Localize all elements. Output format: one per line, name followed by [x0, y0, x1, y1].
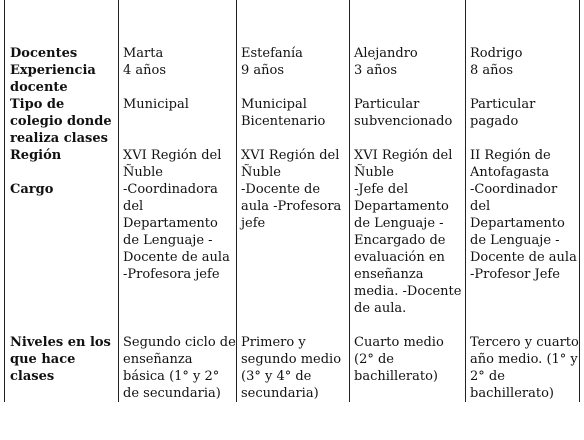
- cell-experiencia-marta: 4 años: [119, 62, 237, 96]
- teacher-profile-table-container: [4, 0, 580, 440]
- teacher-profile-table: [4, 0, 580, 402]
- cell-cargo-rodrigo: -Coordinador del Departamento de Lenguaje -Docente de aula -Profesor Jefe: [466, 181, 580, 317]
- table-row-niveles: [5, 317, 580, 402]
- cell-region-estefania: XVI Región del Ñuble: [237, 147, 350, 181]
- row-header-niveles: Niveles en los que hace clases: [5, 317, 119, 402]
- row-header-experiencia: Experiencia docente: [5, 62, 119, 96]
- cell-cargo-estefania: -Docente de aula -Profesora jefe: [237, 181, 350, 317]
- row-header-region: Región: [5, 147, 119, 181]
- table-row-cargo: [5, 181, 580, 317]
- cell-region-alejandro: XVI Región del Ñuble: [350, 147, 466, 181]
- cell-region-rodrigo: II Región de Antofagasta: [466, 147, 580, 181]
- cell-niveles-estefania: Primero y segundo medio (3° y 4° de secundaria): [237, 317, 350, 402]
- cell-cargo-marta: -Coordinadora del Departamento de Lenguaje -Docente de aula -Profesora jefe: [119, 181, 237, 317]
- cell-cargo-alejandro: -Jefe del Departamento de Lenguaje -Encargado de evaluación en enseñanza media. -Docente de aula.: [350, 181, 466, 317]
- cell-experiencia-estefania: 9 años: [237, 62, 350, 96]
- cell-docente-alejandro: Alejandro: [350, 0, 466, 62]
- cell-docente-estefania: Estefanía: [237, 0, 350, 62]
- cell-colegio-alejandro: Particular subvencionado: [350, 96, 466, 147]
- cell-docente-rodrigo: Rodrigo: [466, 0, 580, 62]
- row-header-docentes: Docentes: [5, 0, 119, 62]
- cell-colegio-marta: Municipal: [119, 96, 237, 147]
- table-row-experiencia: [5, 62, 580, 96]
- table-row-region: [5, 147, 580, 181]
- cell-experiencia-alejandro: 3 años: [350, 62, 466, 96]
- cell-docente-marta: Marta: [119, 0, 237, 62]
- cell-niveles-alejandro: Cuarto medio (2° de bachillerato): [350, 317, 466, 402]
- cell-experiencia-rodrigo: 8 años: [466, 62, 580, 96]
- table-row-docentes: [5, 0, 580, 62]
- row-header-cargo: Cargo: [5, 181, 119, 317]
- cell-colegio-estefania: Municipal Bicentenario: [237, 96, 350, 147]
- table-row-tipo-colegio: [5, 96, 580, 147]
- cell-niveles-marta: Segundo ciclo de enseñanza básica (1° y 2° de secundaria): [119, 317, 237, 402]
- cell-colegio-rodrigo: Particular pagado: [466, 96, 580, 147]
- cell-region-marta: XVI Región del Ñuble: [119, 147, 237, 181]
- cell-niveles-rodrigo: Tercero y cuarto año medio. (1° y 2° de bachillerato): [466, 317, 580, 402]
- row-header-tipo-colegio: Tipo de colegio donde realiza clases: [5, 96, 119, 147]
